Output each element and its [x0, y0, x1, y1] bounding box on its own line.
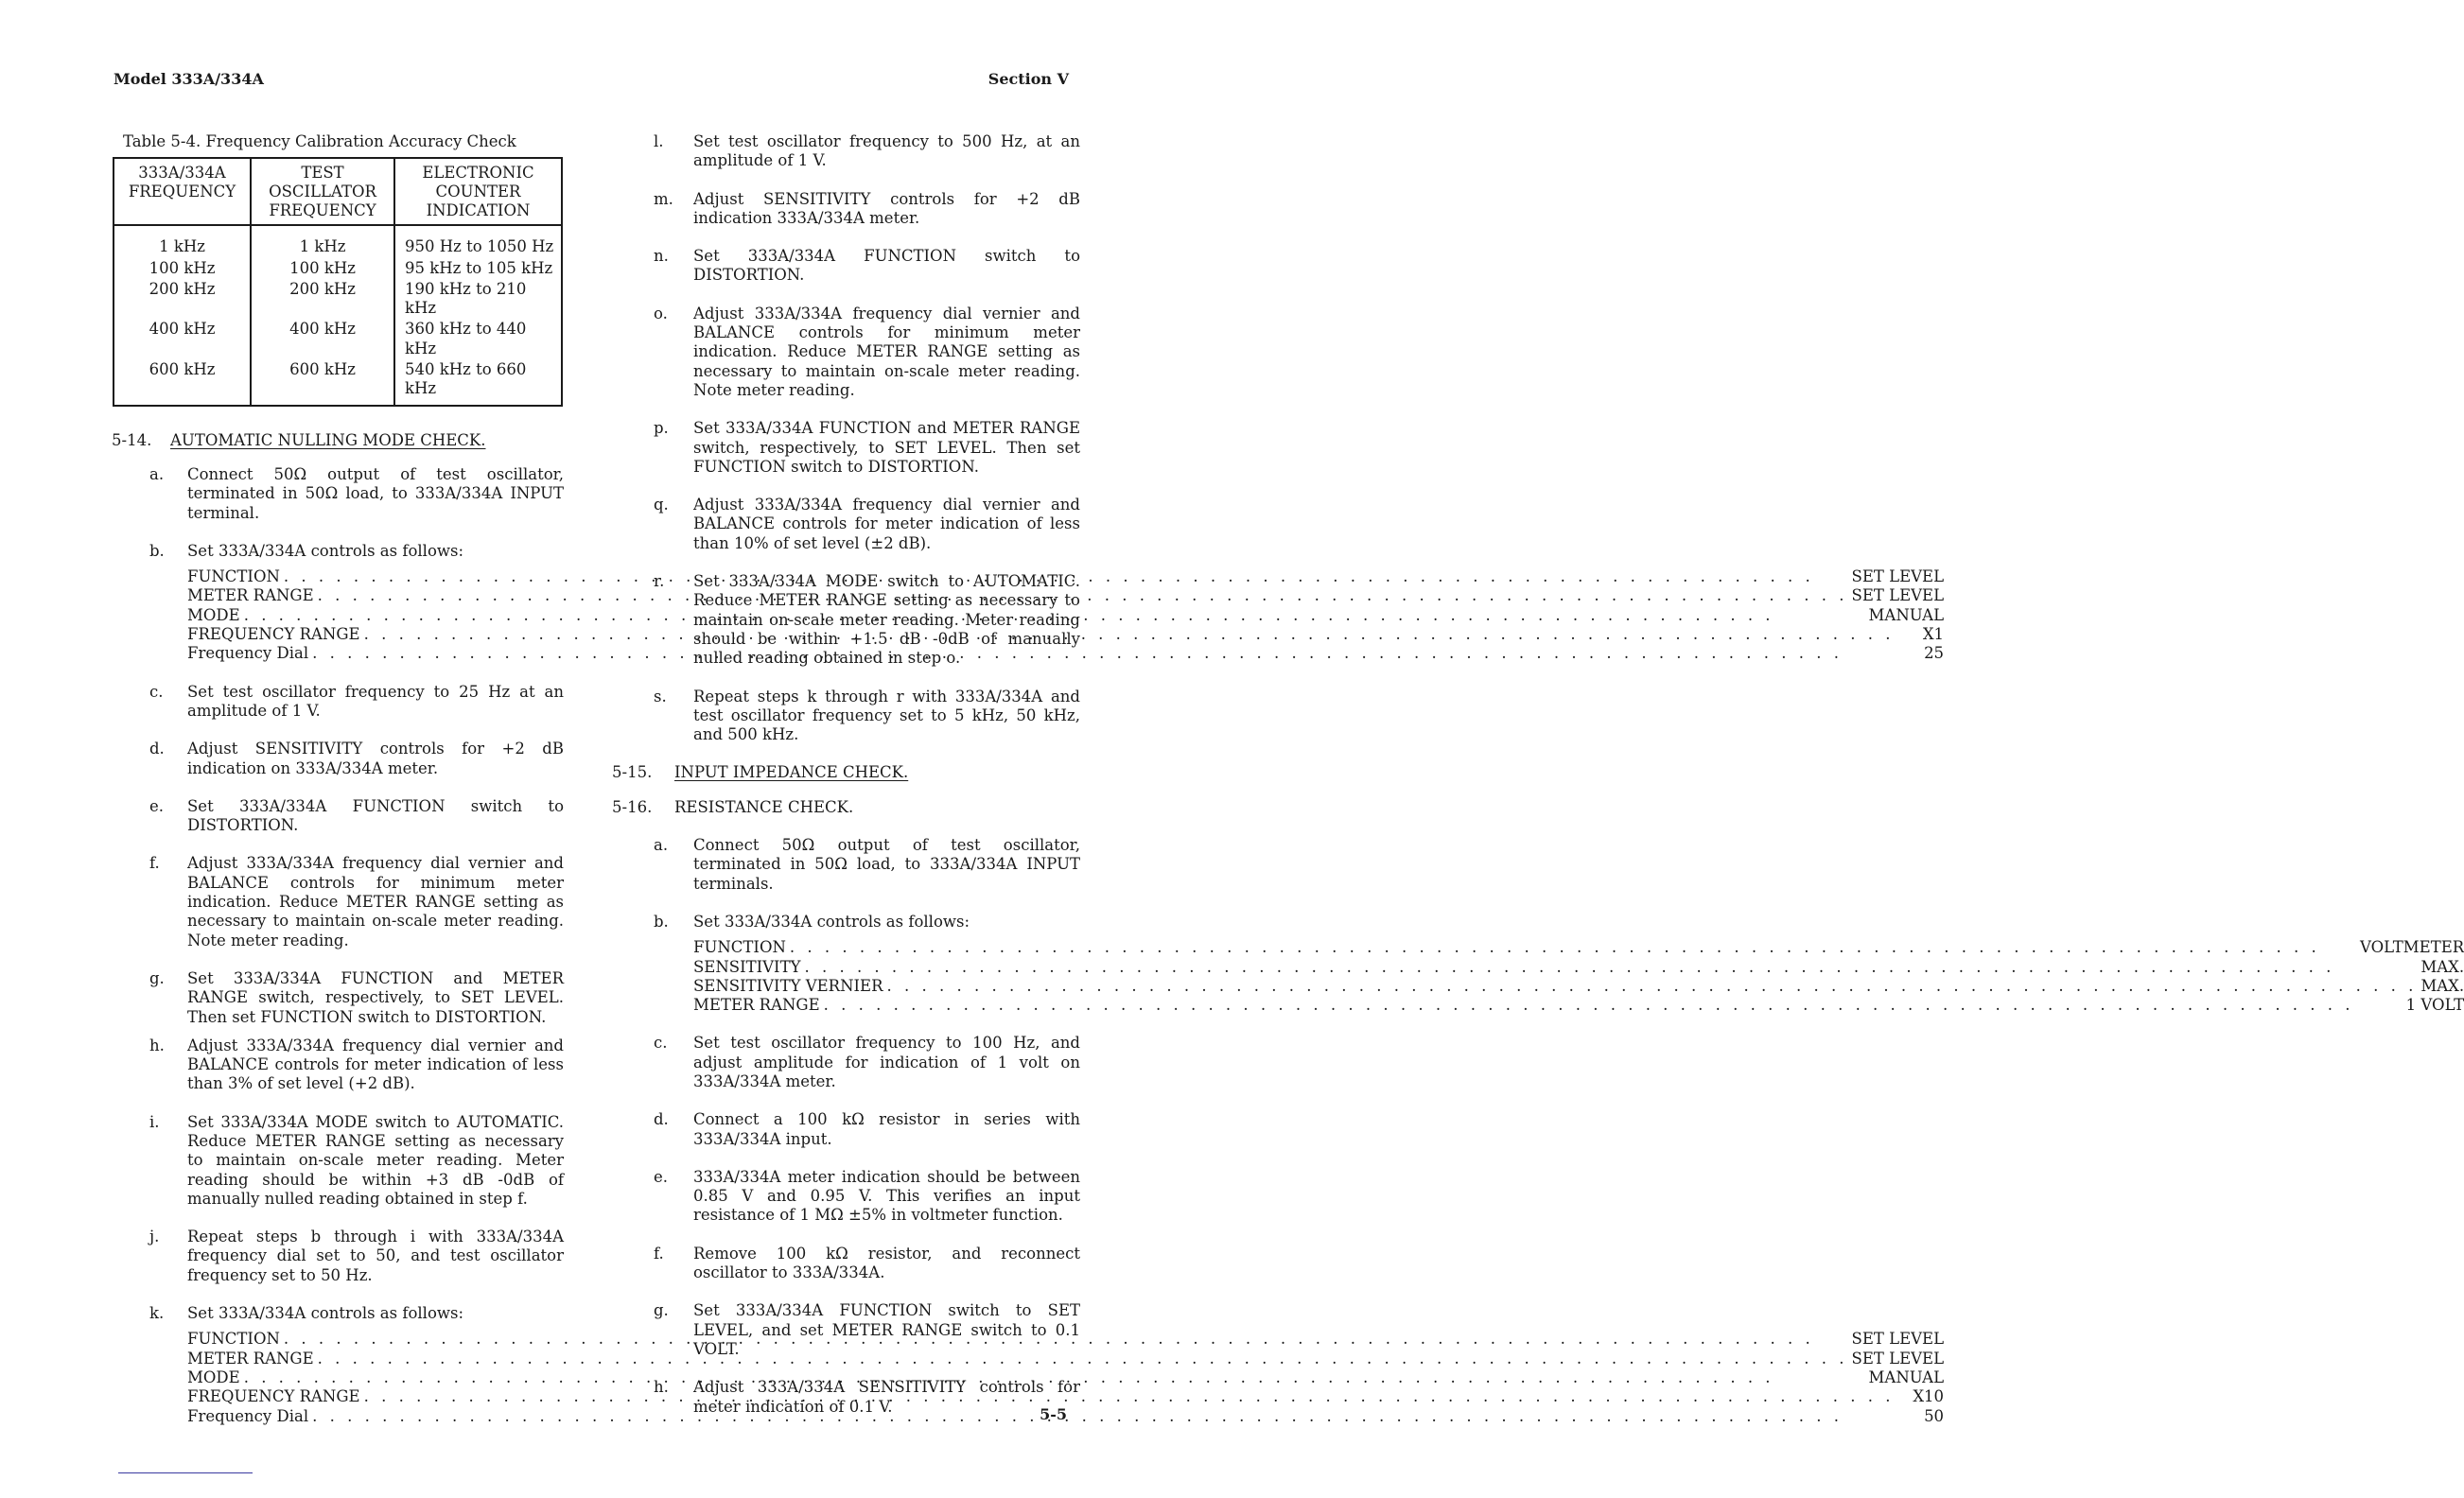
step-letter: q.: [654, 496, 669, 514]
leader-dots: [318, 586, 1848, 605]
setval: MAX.: [2420, 976, 2464, 995]
step-letter: o.: [654, 304, 668, 322]
step-letter: c.: [149, 682, 164, 701]
setname: FUNCTION: [187, 1330, 280, 1349]
step-letter: f.: [654, 1244, 664, 1263]
step-text: Set test oscillator frequency to 25 Hz at an amplitude of 1 V.: [187, 682, 564, 720]
setname: SENSITIVITY VERNIER: [693, 976, 883, 995]
step-letter: f.: [149, 854, 160, 873]
step-a: [112, 465, 564, 523]
setname: METER RANGE: [187, 586, 314, 605]
step-h: [112, 1036, 564, 1094]
step-text: Set 333A/334A FUNCTION switch to DISTORTION.: [693, 247, 1080, 285]
step-text: Adjust SENSITIVITY controls for +2 dB indication on 333A/334A meter.: [187, 740, 564, 777]
step-text: Set 333A/334A controls as follows: FUNCTION . . . VOLTMETER SENSITIVITY . . . MAX. SENSITIVITY VERNIER . . . MAX. METER RANGE . . . 1 VOLT: [693, 913, 2464, 1015]
setting-row: [693, 938, 2464, 957]
frequency-calibration-table: [113, 157, 563, 406]
step-text: Adjust 333A/334A SENSITIVITY controls for meter indication of 0.1 V.: [693, 1378, 1080, 1416]
setval: SET LEVEL: [1851, 1349, 1945, 1367]
step-text: Connect a 100 kΩ resistor in series with 333A/334A input.: [693, 1110, 1080, 1148]
step-d: [612, 1110, 1080, 1149]
step-text: Set 333A/334A MODE switch to AUTOMATIC. Reduce METER RANGE setting as necessary to maintain on-scale meter reading. Meter reading should be within +3 dB -0dB of manually nulled reading obtained in step f.: [187, 1112, 564, 1208]
step-l: [612, 132, 1080, 171]
step-letter: g.: [654, 1301, 669, 1320]
step-c: [112, 683, 564, 722]
step-h: [612, 1378, 1080, 1417]
step-p: [612, 419, 1080, 477]
table-row: 600 kHz 600 kHz 540 kHz to 660 kHz: [114, 359, 562, 406]
leader-dots: [312, 644, 1920, 663]
setname: MODE: [187, 605, 240, 624]
leader-dots: [318, 1350, 1848, 1368]
step-e: [112, 797, 564, 836]
step-letter: g.: [149, 968, 165, 987]
step-text: Set 333A/334A MODE switch to AUTOMATIC. Reduce METER RANGE setting as necessary to maintain on-scale meter reading. Meter reading should be within +1.5 dB -0dB of manually nulled reading obtained in step o.: [693, 572, 1080, 668]
table-row: 1 kHz 1 kHz 950 Hz to 1050 Hz: [114, 225, 562, 257]
setval: X10: [1913, 1387, 1945, 1406]
table-row: 100 kHz 100 kHz 95 kHz to 105 kHz: [114, 258, 562, 279]
step-letter: n.: [654, 247, 669, 266]
header-section: Section V: [987, 70, 1069, 88]
step-letter: h.: [654, 1378, 669, 1397]
step-e: [612, 1168, 1080, 1226]
setname: METER RANGE: [693, 996, 820, 1015]
setname: FUNCTION: [187, 567, 280, 586]
step-letter: e.: [654, 1167, 669, 1186]
step-letter: j.: [149, 1228, 160, 1246]
step-c: [612, 1034, 1080, 1091]
col-header-frequency: 333A/334A FREQUENCY: [114, 158, 251, 225]
leader-dots: [312, 1407, 1920, 1426]
setval: SET LEVEL: [1851, 567, 1945, 586]
setting-row: [693, 977, 2464, 996]
step-o: [612, 305, 1080, 400]
step-text: Adjust 333A/334A frequency dial vernier and BALANCE controls for meter indication of less than 10% of set level (±2 dB).: [693, 496, 1080, 552]
step-q: [612, 496, 1080, 553]
col-header-counter: ELECTRONIC COUNTER INDICATION: [394, 158, 562, 225]
setting-row: [693, 996, 2464, 1015]
setname: METER RANGE: [187, 1349, 314, 1367]
setval: SET LEVEL: [1851, 586, 1945, 605]
setval: 25: [1924, 644, 1945, 663]
setname: Frequency Dial: [187, 644, 309, 663]
page-number: 5-5: [1040, 1405, 1067, 1423]
setname: FREQUENCY RANGE: [187, 625, 360, 644]
settings-list: [693, 938, 2464, 1015]
step-g: [112, 969, 564, 1027]
step-text: Adjust 333A/334A frequency dial vernier and BALANCE controls for minimum meter indication. Reduce METER RANGE setting as necessary to maintain on-scale meter reading. Note meter reading.: [693, 304, 1080, 399]
step-d: [112, 740, 564, 778]
step-letter: s.: [654, 687, 667, 705]
step-text: Repeat steps b through i with 333A/334A frequency dial set to 50, and test oscillator frequency set to 50 Hz.: [187, 1228, 564, 1284]
step-letter: d.: [654, 1110, 669, 1129]
section-heading-5-14: 5-14. AUTOMATIC NULLING MODE CHECK.: [112, 430, 486, 449]
table-row: 200 kHz 200 kHz 190 kHz to 210 kHz: [114, 279, 562, 320]
step-letter: b.: [149, 541, 165, 560]
setval: VOLTMETER: [2360, 938, 2464, 957]
step-b: [612, 912, 2464, 1015]
step-letter: k.: [149, 1304, 165, 1323]
step-f: [112, 854, 564, 949]
setval: 1 VOLT: [2405, 996, 2464, 1015]
table-row: 400 kHz 400 kHz 360 kHz to 440 kHz: [114, 319, 562, 359]
setval: MANUAL: [1868, 1367, 1945, 1386]
setval: MANUAL: [1868, 605, 1945, 624]
step-g: [612, 1301, 1080, 1359]
section-heading-5-15: 5-15. INPUT IMPEDANCE CHECK.: [612, 763, 909, 782]
step-letter: c.: [654, 1034, 668, 1053]
step-text: Set 333A/334A controls as follows: FUNCTION . . . SET LEVEL METER RANGE . . . SET LEVEL MODE . . . MANUAL FREQUENCY RANGE . . . X1 Frequency Dial . . . 25: [187, 542, 1944, 664]
setval: X1: [1922, 625, 1945, 644]
step-text: Repeat steps k through r with 333A/334A and test oscillator frequency set to 5 kHz, 50 kHz, and 500 kHz.: [693, 687, 1080, 744]
step-text: Set test oscillator frequency to 500 Hz, at an amplitude of 1 V.: [693, 132, 1080, 170]
step-text: Remove 100 kΩ resistor, and reconnect oscillator to 333A/334A.: [693, 1244, 1080, 1282]
leader-dots: [790, 938, 2356, 957]
step-text: Set 333A/334A FUNCTION switch to SET LEVEL, and set METER RANGE switch to 0.1 VOLT.: [693, 1301, 1080, 1358]
leader-dots: [804, 958, 2417, 977]
step-letter: r.: [654, 572, 665, 591]
setname: FUNCTION: [693, 938, 786, 957]
step-letter: p.: [654, 419, 669, 438]
step-m: [612, 190, 1080, 229]
step-i: [112, 1113, 564, 1209]
step-letter: l.: [654, 132, 664, 150]
setname: FREQUENCY RANGE: [187, 1387, 360, 1406]
step-letter: a.: [654, 836, 669, 855]
leader-dots: [887, 977, 2418, 996]
step-text: Adjust 333A/334A frequency dial vernier and BALANCE controls for meter indication of less than 3% of set level (+2 dB).: [187, 1036, 564, 1093]
setval: 50: [1924, 1406, 1945, 1425]
step-s: [612, 688, 1080, 745]
step-a: [612, 836, 1080, 894]
step-text: Set 333A/334A FUNCTION switch to DISTORTION.: [187, 796, 564, 835]
step-j: [112, 1228, 564, 1285]
step-text: Connect 50Ω output of test oscillator, terminated in 50Ω load, to 333A/334A INPUT terminal.: [187, 464, 564, 522]
leader-dots: [364, 625, 1919, 644]
section-heading-5-16: 5-16. RESISTANCE CHECK.: [612, 797, 854, 816]
step-letter: a.: [149, 464, 165, 483]
step-f: [612, 1245, 1080, 1283]
leader-dots: [364, 1387, 1910, 1406]
setname: SENSITIVITY: [693, 957, 801, 976]
step-letter: i.: [149, 1112, 160, 1131]
step-text: Set 333A/334A controls as follows: FUNCTION . . . SET LEVEL METER RANGE . . . SET LEVEL MODE . . . MANUAL FREQUENCY RANGE . . . X10 Frequency Dial . . . 50: [187, 1304, 1944, 1426]
step-letter: e.: [149, 796, 165, 815]
footer-rule: [118, 1472, 253, 1473]
leader-dots: [824, 996, 2403, 1015]
setval: SET LEVEL: [1851, 1330, 1945, 1349]
step-letter: d.: [149, 740, 165, 758]
step-text: Set test oscillator frequency to 100 Hz, and adjust amplitude for indication of 1 volt on 333A/334A meter.: [693, 1034, 1080, 1090]
step-text: Adjust 333A/334A frequency dial vernier and BALANCE controls for minimum meter indication. Reduce METER RANGE setting as necessary to maintain on-scale meter reading. Note meter reading.: [187, 854, 564, 949]
step-text: Adjust SENSITIVITY controls for +2 dB indication 333A/334A meter.: [693, 189, 1080, 227]
setting-row: [693, 958, 2464, 977]
step-text: 333A/334A meter indication should be between 0.85 V and 0.95 V. This verifies an input resistance of 1 MΩ ±5% in voltmeter function.: [693, 1167, 1080, 1225]
step-text: Connect 50Ω output of test oscillator, terminated in 50Ω load, to 333A/334A INPUT terminals.: [693, 836, 1080, 893]
step-text: Set 333A/334A FUNCTION and METER RANGE switch, respectively, to SET LEVEL. Then set FUNCTION switch to DISTORTION.: [187, 968, 564, 1026]
col-header-oscillator: TEST OSCILLATOR FREQUENCY: [251, 158, 394, 225]
step-r: [612, 572, 1080, 668]
setname: MODE: [187, 1367, 240, 1386]
step-letter: b.: [654, 912, 669, 931]
setval: MAX.: [2420, 957, 2464, 976]
step-text: Set 333A/334A FUNCTION and METER RANGE switch, respectively, to SET LEVEL. Then set FUNCTION switch to DISTORTION.: [693, 419, 1080, 476]
step-n: [612, 247, 1080, 286]
step-letter: h.: [149, 1036, 165, 1054]
setname: Frequency Dial: [187, 1406, 309, 1425]
step-letter: m.: [654, 189, 673, 208]
header-model: Model 333A/334A: [114, 70, 264, 88]
table-caption: Table 5-4. Frequency Calibration Accuracy Check: [123, 132, 516, 150]
